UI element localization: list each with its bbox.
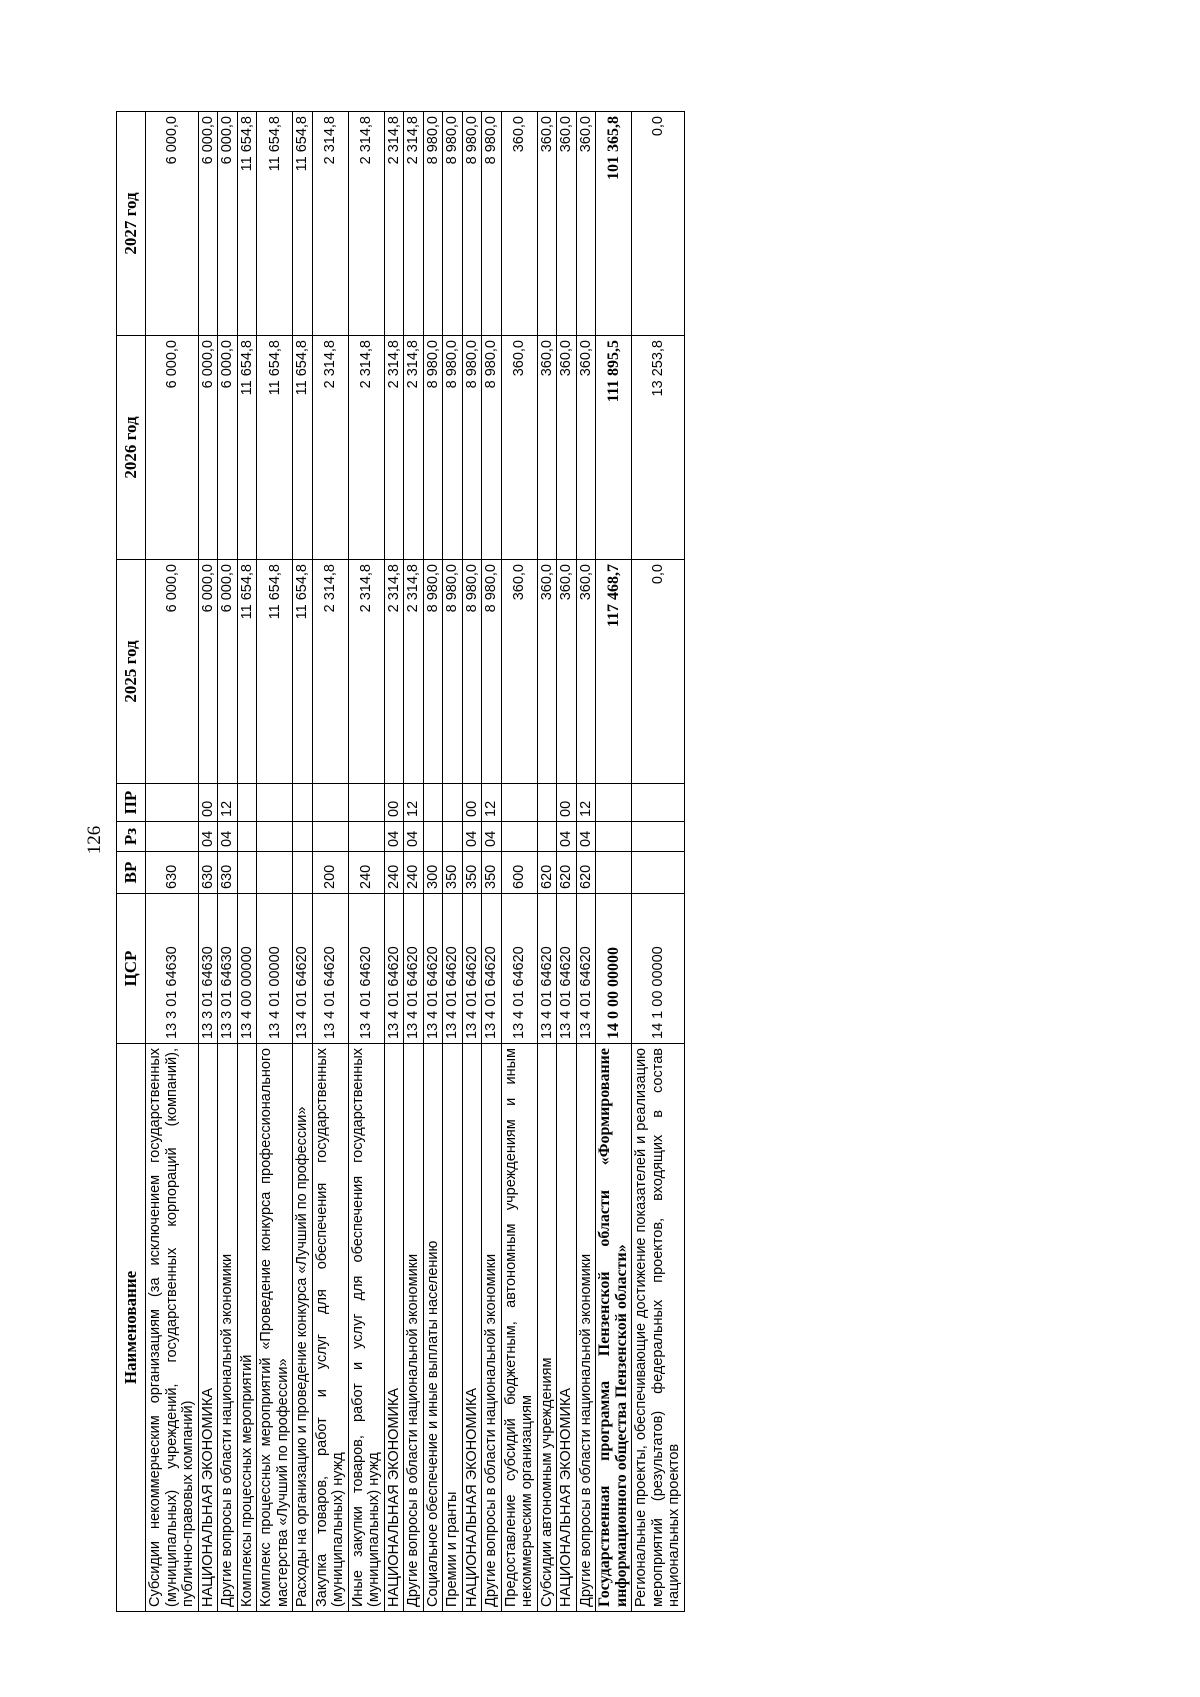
cell-2026: 2 314,8 <box>384 336 404 560</box>
cell-2027: 2 314,8 <box>404 112 424 336</box>
cell-csr: 13 4 01 64620 <box>537 894 557 1044</box>
cell-vr: 240 <box>348 852 384 894</box>
cell-rz <box>293 822 313 852</box>
cell-2026: 111 895,5 <box>596 336 632 560</box>
header-2027: 2027 год <box>117 112 146 336</box>
cell-vr <box>237 852 257 894</box>
cell-name: Субсидии автономным учреждениям <box>537 1044 557 1612</box>
cell-2025: 360,0 <box>576 560 596 784</box>
budget-table-frame <box>116 112 1090 1612</box>
cell-name: Другие вопросы в области национальной экономики <box>218 1044 238 1612</box>
table-row <box>443 112 463 1612</box>
table-row <box>632 112 685 1612</box>
header-vr: ВР <box>117 852 146 894</box>
cell-pr <box>423 784 443 822</box>
cell-rz: 04 <box>384 822 404 852</box>
cell-2025: 8 980,0 <box>423 560 443 784</box>
cell-2027: 360,0 <box>537 112 557 336</box>
cell-vr <box>293 852 313 894</box>
cell-vr: 630 <box>198 852 218 894</box>
cell-pr: 00 <box>198 784 218 822</box>
cell-csr: 13 4 01 64620 <box>501 894 537 1044</box>
cell-rz <box>501 822 537 852</box>
cell-name: НАЦИОНАЛЬНАЯ ЭКОНОМИКА <box>462 1044 482 1612</box>
cell-rz: 04 <box>462 822 482 852</box>
cell-2027: 11 654,8 <box>257 112 293 336</box>
cell-2026: 6 000,0 <box>146 336 199 560</box>
cell-pr <box>348 784 384 822</box>
cell-rz <box>348 822 384 852</box>
cell-vr: 600 <box>501 852 537 894</box>
table-row <box>257 112 293 1612</box>
cell-vr <box>257 852 293 894</box>
cell-name: Региональные проекты, обеспечивающие достижение показателей и реализацию мероприятий (результатов) федеральных проектов, входящих в состав национальных проектов <box>632 1044 685 1612</box>
cell-name: Предоставление субсидий бюджетным, автономным учреждениям и иным некоммерческим организациям <box>501 1044 537 1612</box>
cell-csr: 13 4 01 64620 <box>423 894 443 1044</box>
cell-2026: 8 980,0 <box>482 336 502 560</box>
cell-pr <box>146 784 199 822</box>
cell-pr <box>632 784 685 822</box>
cell-2027: 2 314,8 <box>312 112 348 336</box>
cell-2025: 11 654,8 <box>257 560 293 784</box>
cell-name: Социальное обеспечение и иные выплаты населению <box>423 1044 443 1612</box>
cell-2026: 11 654,8 <box>293 336 313 560</box>
cell-2026: 360,0 <box>501 336 537 560</box>
cell-name: Закупка товаров, работ и услуг для обеспечения государственных (муниципальных) нужд <box>312 1044 348 1612</box>
cell-name: НАЦИОНАЛЬНАЯ ЭКОНОМИКА <box>198 1044 218 1612</box>
cell-pr <box>293 784 313 822</box>
cell-2027: 360,0 <box>501 112 537 336</box>
cell-2026: 11 654,8 <box>237 336 257 560</box>
cell-vr: 350 <box>482 852 502 894</box>
cell-csr: 14 0 00 00000 <box>596 894 632 1044</box>
table-body <box>146 112 685 1612</box>
cell-name: НАЦИОНАЛЬНАЯ ЭКОНОМИКА <box>384 1044 404 1612</box>
cell-2025: 6 000,0 <box>198 560 218 784</box>
table-row <box>237 112 257 1612</box>
table-row <box>596 112 632 1612</box>
header-csr: ЦСР <box>117 894 146 1044</box>
cell-2025: 6 000,0 <box>218 560 238 784</box>
cell-pr: 00 <box>557 784 577 822</box>
cell-2027: 101 365,8 <box>596 112 632 336</box>
cell-name: Расходы на организацию и проведение конкурса «Лучший по профессии» <box>293 1044 313 1612</box>
table-header-row <box>117 112 146 1612</box>
table-row <box>198 112 218 1612</box>
cell-vr: 630 <box>218 852 238 894</box>
cell-2027: 8 980,0 <box>482 112 502 336</box>
cell-vr: 620 <box>537 852 557 894</box>
cell-rz <box>423 822 443 852</box>
cell-rz: 04 <box>404 822 424 852</box>
cell-2025: 0,0 <box>632 560 685 784</box>
cell-vr: 350 <box>443 852 463 894</box>
cell-name: Иные закупки товаров, работ и услуг для обеспечения государственных (муниципальных) нужд <box>348 1044 384 1612</box>
cell-csr: 13 4 01 64620 <box>312 894 348 1044</box>
cell-2025: 2 314,8 <box>348 560 384 784</box>
cell-2026: 13 253,8 <box>632 336 685 560</box>
cell-2025: 360,0 <box>537 560 557 784</box>
cell-2026: 360,0 <box>537 336 557 560</box>
cell-csr: 14 1 00 00000 <box>632 894 685 1044</box>
cell-pr <box>501 784 537 822</box>
cell-2025: 117 468,7 <box>596 560 632 784</box>
budget-table <box>116 111 685 1612</box>
cell-2026: 8 980,0 <box>423 336 443 560</box>
cell-vr: 200 <box>312 852 348 894</box>
cell-pr <box>537 784 557 822</box>
cell-name: Другие вопросы в области национальной экономики <box>482 1044 502 1612</box>
cell-2027: 6 000,0 <box>218 112 238 336</box>
cell-pr <box>257 784 293 822</box>
cell-2027: 2 314,8 <box>384 112 404 336</box>
header-name: Наименование <box>117 1044 146 1612</box>
cell-2027: 0,0 <box>632 112 685 336</box>
cell-pr: 00 <box>462 784 482 822</box>
cell-2026: 8 980,0 <box>462 336 482 560</box>
cell-csr: 13 4 01 64620 <box>404 894 424 1044</box>
cell-rz <box>596 822 632 852</box>
cell-pr <box>312 784 348 822</box>
cell-2026: 8 980,0 <box>443 336 463 560</box>
cell-rz: 04 <box>557 822 577 852</box>
table-row <box>576 112 596 1612</box>
cell-2026: 2 314,8 <box>404 336 424 560</box>
cell-2027: 2 314,8 <box>348 112 384 336</box>
cell-2026: 360,0 <box>576 336 596 560</box>
table-row <box>482 112 502 1612</box>
cell-vr: 240 <box>404 852 424 894</box>
cell-csr: 13 4 01 64620 <box>293 894 313 1044</box>
cell-2026: 2 314,8 <box>348 336 384 560</box>
cell-csr: 13 4 01 64620 <box>384 894 404 1044</box>
table-row <box>218 112 238 1612</box>
header-2026: 2026 год <box>117 336 146 560</box>
cell-2025: 11 654,8 <box>293 560 313 784</box>
cell-vr: 350 <box>462 852 482 894</box>
cell-2027: 360,0 <box>557 112 577 336</box>
cell-rz <box>237 822 257 852</box>
cell-pr: 12 <box>576 784 596 822</box>
cell-2025: 8 980,0 <box>462 560 482 784</box>
cell-rz <box>257 822 293 852</box>
cell-name: Субсидии некоммерческим организациям (за исключением государственных (муниципальных) учреждений, государственных корпораций (компаний), публично-правовых компаний) <box>146 1044 199 1612</box>
cell-rz: 04 <box>576 822 596 852</box>
table-row <box>557 112 577 1612</box>
cell-2025: 11 654,8 <box>237 560 257 784</box>
cell-2025: 8 980,0 <box>443 560 463 784</box>
cell-vr: 620 <box>557 852 577 894</box>
cell-name: Государственная программа Пензенской области «Формирование информационного общества Пензенской области» <box>596 1044 632 1612</box>
cell-2026: 6 000,0 <box>198 336 218 560</box>
cell-rz <box>537 822 557 852</box>
cell-2025: 6 000,0 <box>146 560 199 784</box>
table-row <box>501 112 537 1612</box>
cell-2025: 8 980,0 <box>482 560 502 784</box>
cell-csr: 13 4 01 64620 <box>482 894 502 1044</box>
cell-rz: 04 <box>198 822 218 852</box>
cell-2026: 11 654,8 <box>257 336 293 560</box>
cell-vr: 240 <box>384 852 404 894</box>
cell-2027: 11 654,8 <box>293 112 313 336</box>
cell-pr <box>596 784 632 822</box>
cell-name: Премии и гранты <box>443 1044 463 1612</box>
cell-rz <box>632 822 685 852</box>
cell-2025: 360,0 <box>557 560 577 784</box>
cell-csr: 13 4 01 64620 <box>443 894 463 1044</box>
cell-pr: 12 <box>218 784 238 822</box>
table-row <box>423 112 443 1612</box>
cell-name: Другие вопросы в области национальной экономики <box>404 1044 424 1612</box>
cell-csr: 13 3 01 64630 <box>146 894 199 1044</box>
table-row <box>384 112 404 1612</box>
cell-csr: 13 4 01 64620 <box>576 894 596 1044</box>
cell-rz <box>443 822 463 852</box>
cell-2025: 2 314,8 <box>404 560 424 784</box>
cell-rz <box>312 822 348 852</box>
cell-2027: 6 000,0 <box>198 112 218 336</box>
cell-2025: 360,0 <box>501 560 537 784</box>
table-row <box>404 112 424 1612</box>
cell-csr: 13 3 01 64630 <box>218 894 238 1044</box>
cell-rz: 04 <box>218 822 238 852</box>
cell-vr: 300 <box>423 852 443 894</box>
cell-vr <box>596 852 632 894</box>
cell-csr: 13 4 01 00000 <box>257 894 293 1044</box>
cell-2025: 2 314,8 <box>312 560 348 784</box>
cell-2026: 2 314,8 <box>312 336 348 560</box>
cell-2027: 8 980,0 <box>423 112 443 336</box>
cell-2026: 6 000,0 <box>218 336 238 560</box>
cell-2027: 360,0 <box>576 112 596 336</box>
cell-csr: 13 3 01 64630 <box>198 894 218 1044</box>
table-row <box>146 112 199 1612</box>
cell-csr: 13 4 00 00000 <box>237 894 257 1044</box>
cell-2027: 6 000,0 <box>146 112 199 336</box>
cell-csr: 13 4 01 64620 <box>348 894 384 1044</box>
table-row <box>348 112 384 1612</box>
cell-2027: 8 980,0 <box>443 112 463 336</box>
cell-2025: 2 314,8 <box>384 560 404 784</box>
cell-vr <box>632 852 685 894</box>
cell-csr: 13 4 01 64620 <box>462 894 482 1044</box>
cell-vr: 630 <box>146 852 199 894</box>
cell-pr: 00 <box>384 784 404 822</box>
cell-name: Комплексы процессных мероприятий <box>237 1044 257 1612</box>
cell-pr: 12 <box>482 784 502 822</box>
cell-rz: 04 <box>482 822 502 852</box>
cell-name: НАЦИОНАЛЬНАЯ ЭКОНОМИКА <box>557 1044 577 1612</box>
table-row <box>312 112 348 1612</box>
header-2025: 2025 год <box>117 560 146 784</box>
table-row <box>293 112 313 1612</box>
cell-2027: 11 654,8 <box>237 112 257 336</box>
cell-name: Другие вопросы в области национальной экономики <box>576 1044 596 1612</box>
cell-pr <box>443 784 463 822</box>
header-rz: Рз <box>117 822 146 852</box>
cell-vr: 620 <box>576 852 596 894</box>
page-number: 126 <box>84 825 105 855</box>
cell-name: Комплекс процессных мероприятий «Проведение конкурса профессионального мастерства «Лучший по профессии» <box>257 1044 293 1612</box>
header-pr: ПР <box>117 784 146 822</box>
cell-rz <box>146 822 199 852</box>
cell-2026: 360,0 <box>557 336 577 560</box>
cell-csr: 13 4 01 64620 <box>557 894 577 1044</box>
table-row <box>462 112 482 1612</box>
cell-pr <box>237 784 257 822</box>
cell-pr: 12 <box>404 784 424 822</box>
table-row <box>537 112 557 1612</box>
cell-2027: 8 980,0 <box>462 112 482 336</box>
